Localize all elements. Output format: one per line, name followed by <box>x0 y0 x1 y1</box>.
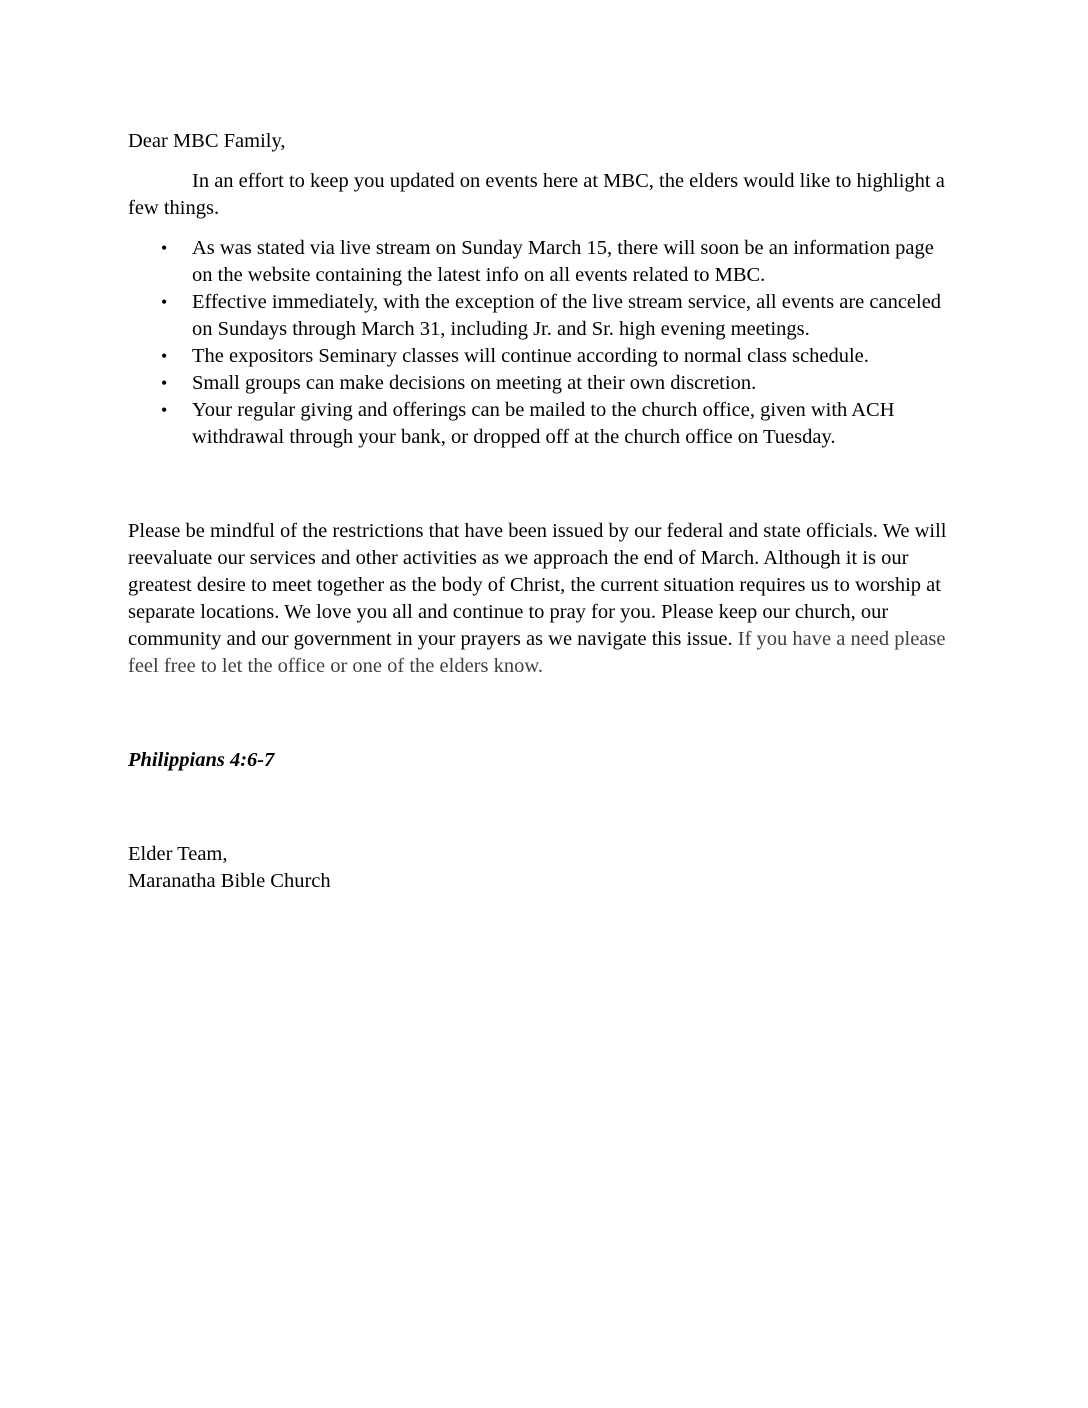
list-item-text: The expositors Seminary classes will continue according to normal class schedule. <box>192 345 869 367</box>
list-item-text: As was stated via live stream on Sunday March 15, there will soon be an information page on the website containing the latest info on all events related to MBC. <box>192 237 934 286</box>
list-item-text: Small groups can make decisions on meeting at their own discretion. <box>192 372 757 394</box>
list-item <box>128 397 958 451</box>
signature-church: Maranatha Bible Church <box>128 870 331 892</box>
body-closing-text: If you have a need please feel free to let the office or one of the elders know. <box>128 628 946 677</box>
salutation: Dear MBC Family, <box>128 130 286 152</box>
signature-team: Elder Team, <box>128 843 228 865</box>
body-paragraph <box>128 518 958 680</box>
list-item-text: Your regular giving and offerings can be mailed to the church office, given with ACH withdrawal through your bank, or dropped off at the church office on Tuesday. <box>192 399 895 448</box>
announcement-list <box>128 235 958 451</box>
intro-paragraph: In an effort to keep you updated on events here at MBC, the elders would like to highlight a few things. <box>128 170 945 219</box>
scripture-reference: Philippians 4:6-7 <box>128 749 275 771</box>
bullet-icon: • <box>161 238 168 258</box>
bullet-icon: • <box>161 292 168 312</box>
bullet-icon: • <box>161 373 168 393</box>
list-item-text: Effective immediately, with the exception of the live stream service, all events are canceled on Sundays through March 31, including Jr. and Sr. high evening meetings. <box>192 291 942 340</box>
list-item <box>128 343 958 370</box>
list-item <box>128 289 958 343</box>
signature-block <box>128 841 958 895</box>
bullet-icon: • <box>161 400 168 420</box>
list-item <box>128 235 958 289</box>
body-main-text: Please be mindful of the restrictions that have been issued by our federal and state officials. We will reevaluate our services and other activities as we approach the end of March. Although it is our greatest desire to meet together as the body of Christ, the current situation requires us to worship at separate locations. We love you all and continue to pray for you. Please keep our church, our community and our government in your prayers as we navigate this issue. <box>128 520 947 650</box>
list-item <box>128 370 958 397</box>
letter-page <box>128 128 958 895</box>
bullet-icon: • <box>161 346 168 366</box>
